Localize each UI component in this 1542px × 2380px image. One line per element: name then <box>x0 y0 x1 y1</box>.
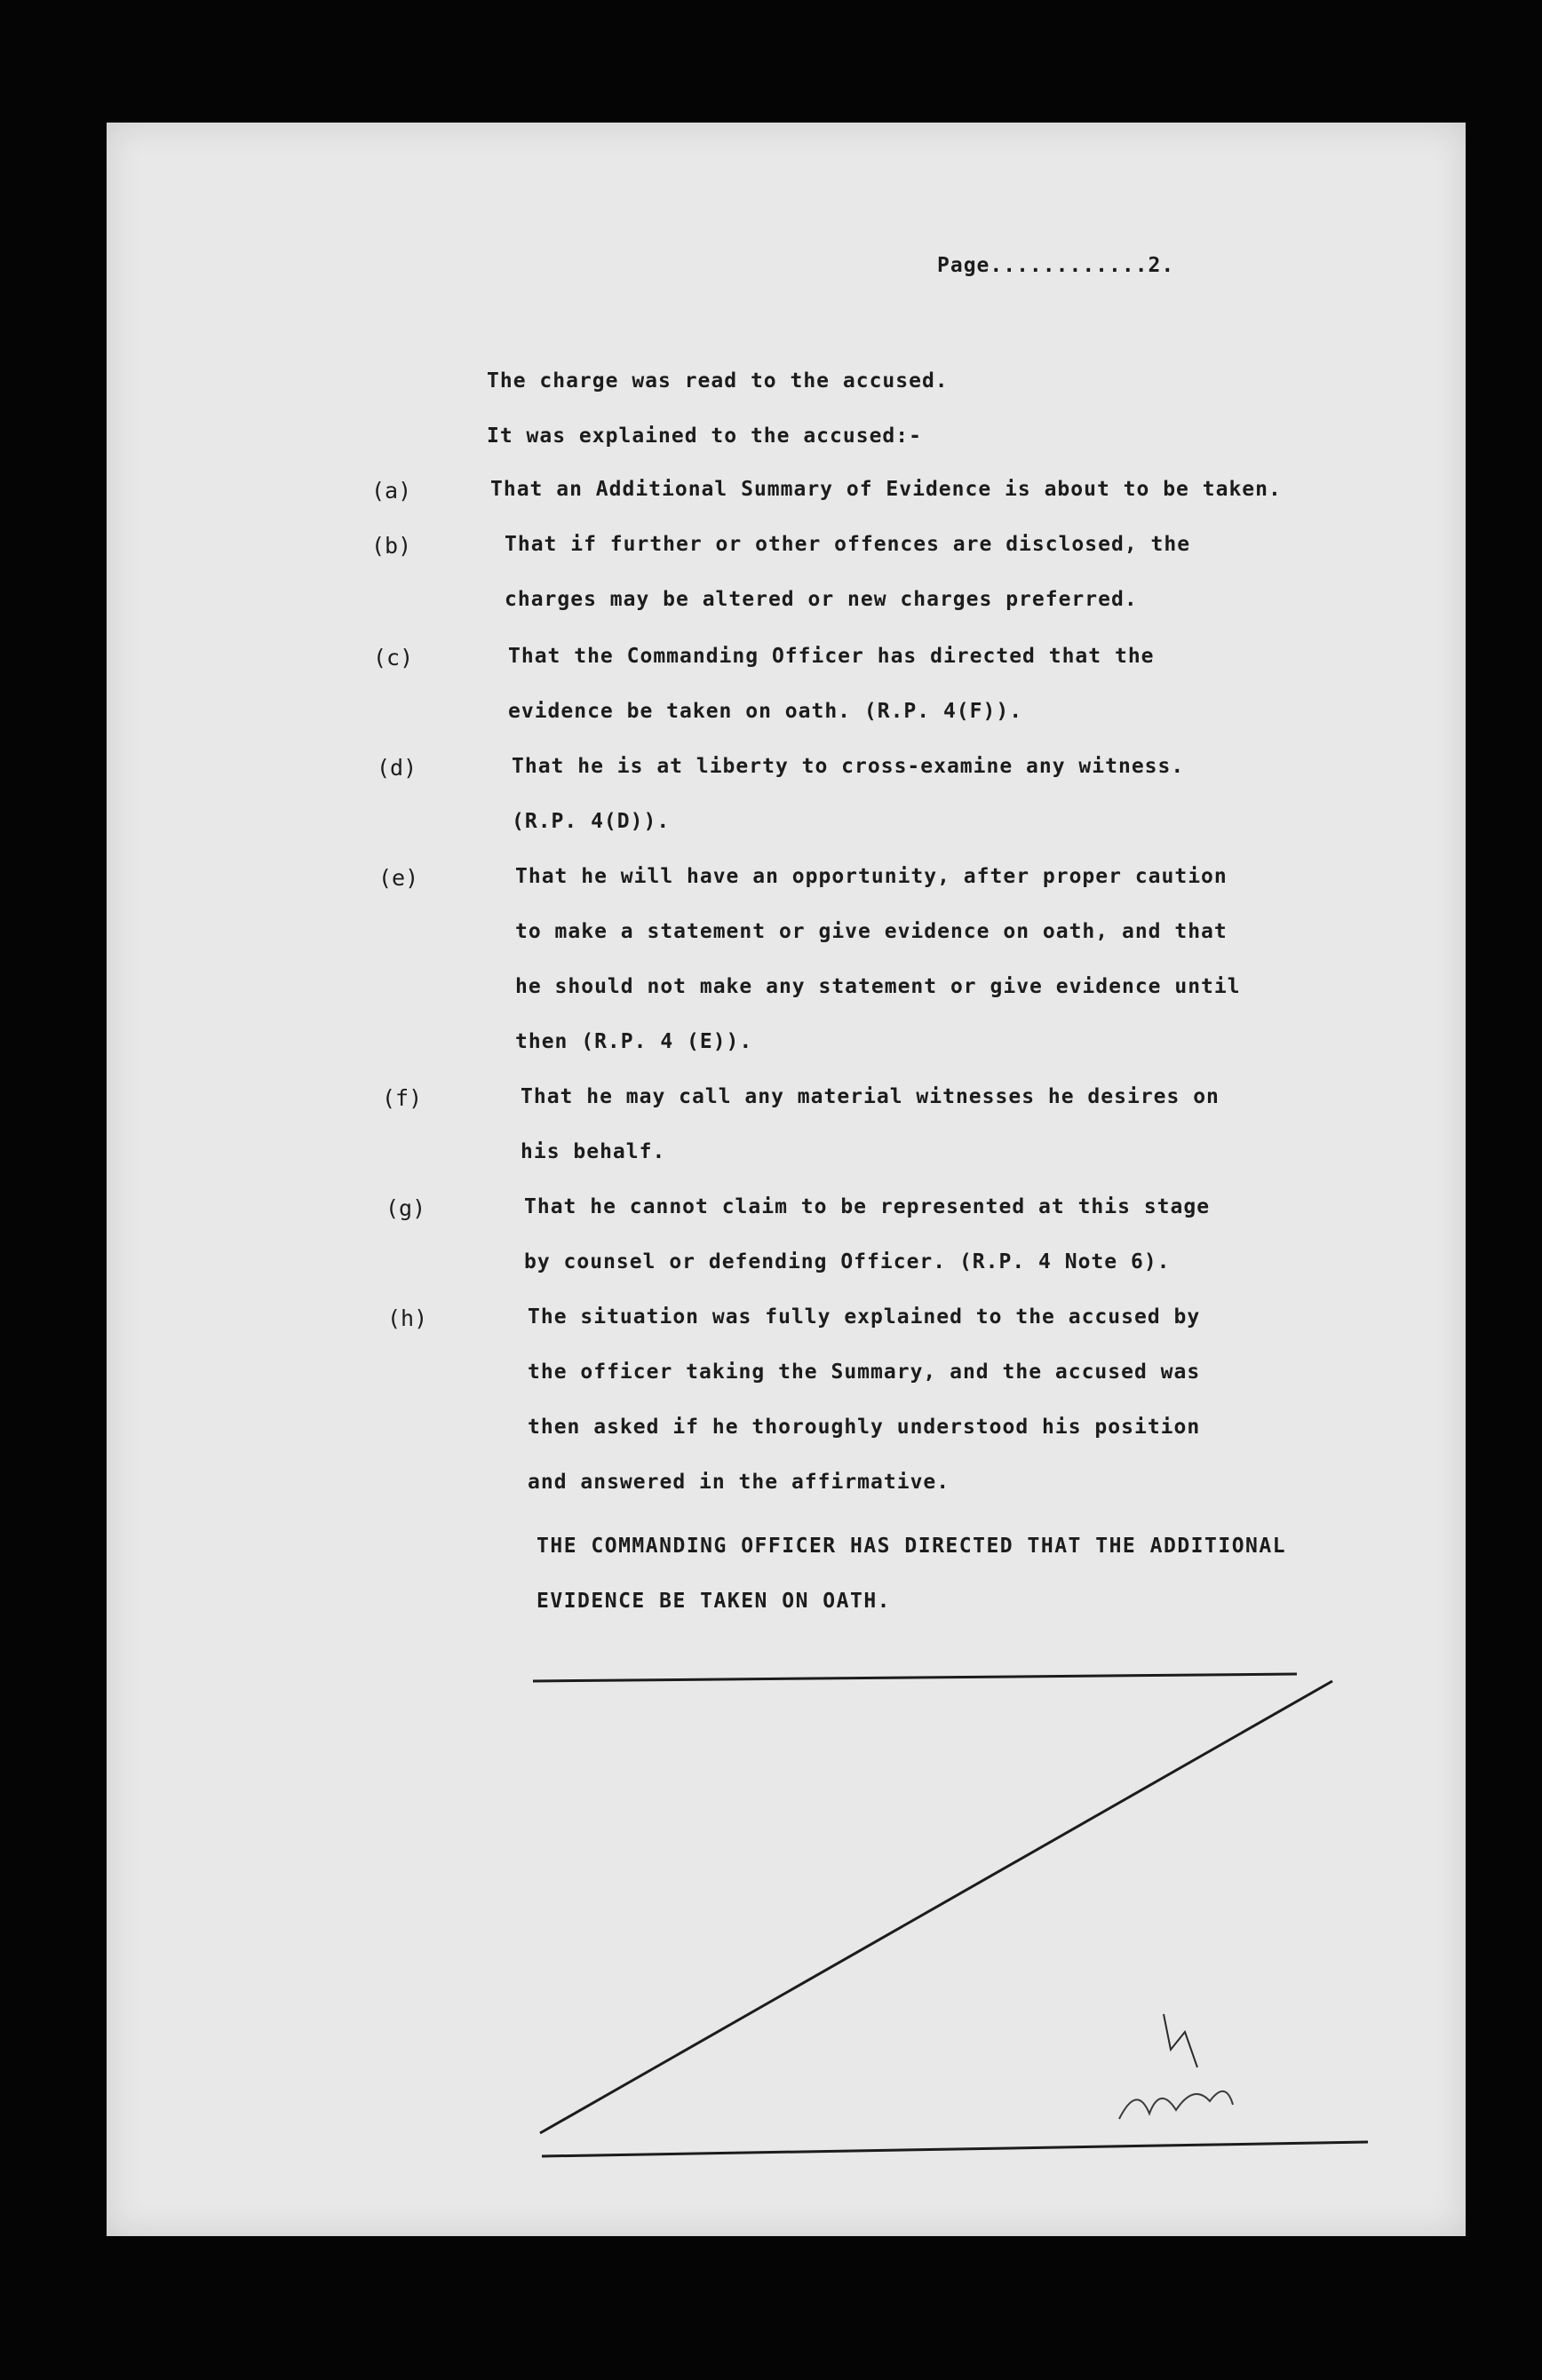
item-f-line-2: his behalf. <box>521 1140 666 1163</box>
item-d-line-2: (R.P. 4(D)). <box>512 810 671 833</box>
document-page <box>107 123 1466 2236</box>
initials-scribble <box>1119 2091 1233 2119</box>
item-g-line-2: by counsel or defending Officer. (R.P. 4 Note 6). <box>524 1250 1171 1273</box>
item-label-g: (g) <box>386 1195 426 1221</box>
item-b-line-2: charges may be altered or new charges preferred. <box>505 588 1138 611</box>
item-label-c: (c) <box>373 645 414 670</box>
folio-mark <box>1164 2014 1197 2067</box>
item-h-line-4: and answered in the affirmative. <box>528 1471 950 1494</box>
item-h-line-2: the officer taking the Summary, and the accused was <box>528 1361 1201 1384</box>
intro-line: The charge was read to the accused. <box>487 369 949 393</box>
item-label-h: (h) <box>387 1305 428 1331</box>
closing-line-2: EVIDENCE BE TAKEN ON OATH. <box>537 1590 892 1613</box>
item-e-line-1: That he will have an opportunity, after proper caution <box>515 865 1228 888</box>
item-e-line-2: to make a statement or give evidence on oath, and that <box>515 920 1228 943</box>
item-c-line-2: evidence be taken on oath. (R.P. 4(F)). <box>508 700 1023 723</box>
bottom-rule <box>542 2142 1368 2156</box>
explained-line: It was explained to the accused:- <box>487 424 922 448</box>
diagonal-strike <box>540 1681 1332 2133</box>
item-label-f: (f) <box>382 1085 423 1111</box>
item-e-line-3: he should not make any statement or give evidence until <box>515 975 1241 998</box>
item-label-e: (e) <box>378 865 419 891</box>
item-label-d: (d) <box>377 755 417 781</box>
item-f-line-1: That he may call any material witnesses he desires on <box>521 1085 1220 1108</box>
cancellation-lines <box>107 123 1466 2236</box>
item-b-line-1: That if further or other offences are disclosed, the <box>505 533 1191 556</box>
item-a-line-1: That an Additional Summary of Evidence is about to be taken. <box>490 478 1282 501</box>
page-number-header: Page............2. <box>937 254 1175 277</box>
item-h-line-3: then asked if he thoroughly understood his position <box>528 1416 1201 1439</box>
item-h-line-1: The situation was fully explained to the accused by <box>528 1305 1201 1329</box>
item-g-line-1: That he cannot claim to be represented at this stage <box>524 1195 1211 1218</box>
item-e-line-4: then (R.P. 4 (E)). <box>515 1030 753 1053</box>
closing-line-1: THE COMMANDING OFFICER HAS DIRECTED THAT THE ADDITIONAL <box>537 1535 1287 1558</box>
item-label-a: (a) <box>371 478 412 504</box>
top-rule <box>533 1674 1297 1681</box>
item-label-b: (b) <box>371 533 412 559</box>
item-c-line-1: That the Commanding Officer has directed that the <box>508 645 1155 668</box>
item-d-line-1: That he is at liberty to cross-examine any witness. <box>512 755 1185 778</box>
